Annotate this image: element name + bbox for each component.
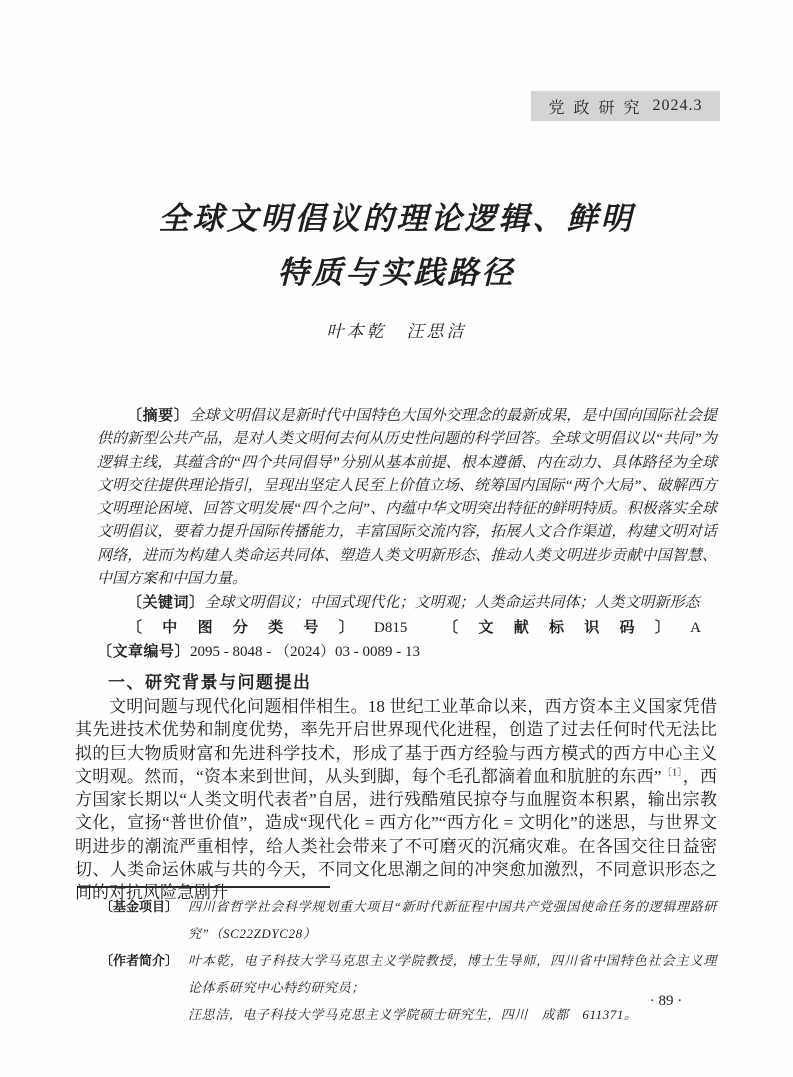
clc-label: 〔中图分类号〕 [127,618,374,636]
footnote-reference-1: 〔1〕 [661,767,683,779]
article-title [0,192,793,300]
author-bio-line-2: 汪思洁，电子科技大学马克思主义学院硕士研究生，四川 成都 611371。 [188,1007,638,1022]
author-bio-text [188,947,717,1028]
author-bio-note [100,947,717,1028]
body-text-part-2: ，西方国家长期以“人类文明代表者”自居，进行残酷殖民掠夺与血腥资本积累，输出宗教文化，宣扬“普世价值”，造成“现代化 = 西方化”“西方化 = 文明化”的迷思，与世界文明进步的潮流严重相悖，给人类社会带来了不可磨灭的沉痛灾难。在各国交往日益密切、人类命运休戚与共的今天，不同文化思潮之间的冲突愈加激烈，不同意识形态之间的对抗风险急剧升 [75,766,718,903]
section-heading: 一、研究背景与问题提出 [108,673,312,692]
fund-project-text: 四川省哲学社会科学规划重大项目“新时代新征程中国共产党强国使命任务的逻辑理路研究”（SC22ZDYC28） [188,899,717,941]
clc-value: D815 [374,619,408,636]
footnotes-block [100,893,717,1028]
fund-project-note [100,893,717,947]
keywords-label: 〔关键词〕 [127,594,205,612]
abstract-text: 全球文明倡议是新时代中国特色大国外交理念的最新成果，是中国向国际社会提供的新型公共产品，是对人类文明何去何从历史性问题的科学回答。全球文明倡议以“共同”为逻辑主线，其蕴含的“四个共同倡导”分别从基本前提、根本遵循、内在动力、具体路径为全球文明交往提供理论指引，呈现出坚定人民至上价值立场、统筹国内国际“两个大局”、破解西方文明理论困境、回答文明发展“四个之问”、内蕴中华文明突出特征的鲜明特质。积极落实全球文明倡议，要着力提升国际传播能力，丰富国际交流内容，拓展人文合作渠道，构建文明对话网络，进而为构建人类命运共同体、塑造人类文明新形态、推动人类文明进步贡献中国智慧、中国方案和中国力量。 [97,408,717,588]
journal-name: 党政研究 [548,99,649,117]
journal-header-badge [531,91,720,121]
author-bio-label: 〔作者简介〕 [100,953,179,968]
keywords-text: 全球文明倡议；中国式现代化；文明观；人类命运共同体；人类文明新形态 [204,595,700,612]
article-id-label: 〔文章编号〕 [97,642,191,660]
journal-issue: 2024.3 [652,97,703,114]
abstract-paragraph [97,404,717,591]
article-id-value: 2095 - 8048 - （2024）03 - 0089 - 13 [190,643,420,660]
article-title-line-1: 全球文明倡议的理论逻辑、鲜明 [158,201,635,237]
article-id-group [97,644,420,660]
abstract-label: 〔摘要〕 [127,407,190,424]
classification-line [97,616,717,665]
body-paragraph [75,695,717,905]
article-authors: 叶本乾 汪思洁 [326,322,467,341]
footnote-divider [78,886,330,888]
doc-code-value: A [690,619,701,636]
doc-code-group [423,620,701,636]
clc-group [127,620,407,636]
body-text-part-1: 文明问题与现代化问题相伴相生。18 世纪工业革命以来，西方资本主义国家凭借其先进技术优势和制度优势，率先开启世界现代化进程，创造了过去任何时代无法比拟的巨大物质财富和先进科学技术，形成了基于西方经验与西方模式的西方中心主义文明观。然而，“资本来到世间，从头到脚，每个毛孔都滴着血和肮脏的东西” [75,697,717,786]
page-number: · 89 · [649,993,683,1009]
fund-project-label: 〔基金项目〕 [100,899,179,914]
keywords-line [97,591,717,615]
front-matter [97,404,717,664]
doc-code-label: 〔文献标识码〕 [423,618,691,636]
author-bio-line-1: 叶本乾，电子科技大学马克思主义学院教授，博士生导师，四川省中国特色社会主义理论体系研究中心特约研究员； [188,953,717,995]
article-title-line-2: 特质与实践路径 [277,255,516,291]
